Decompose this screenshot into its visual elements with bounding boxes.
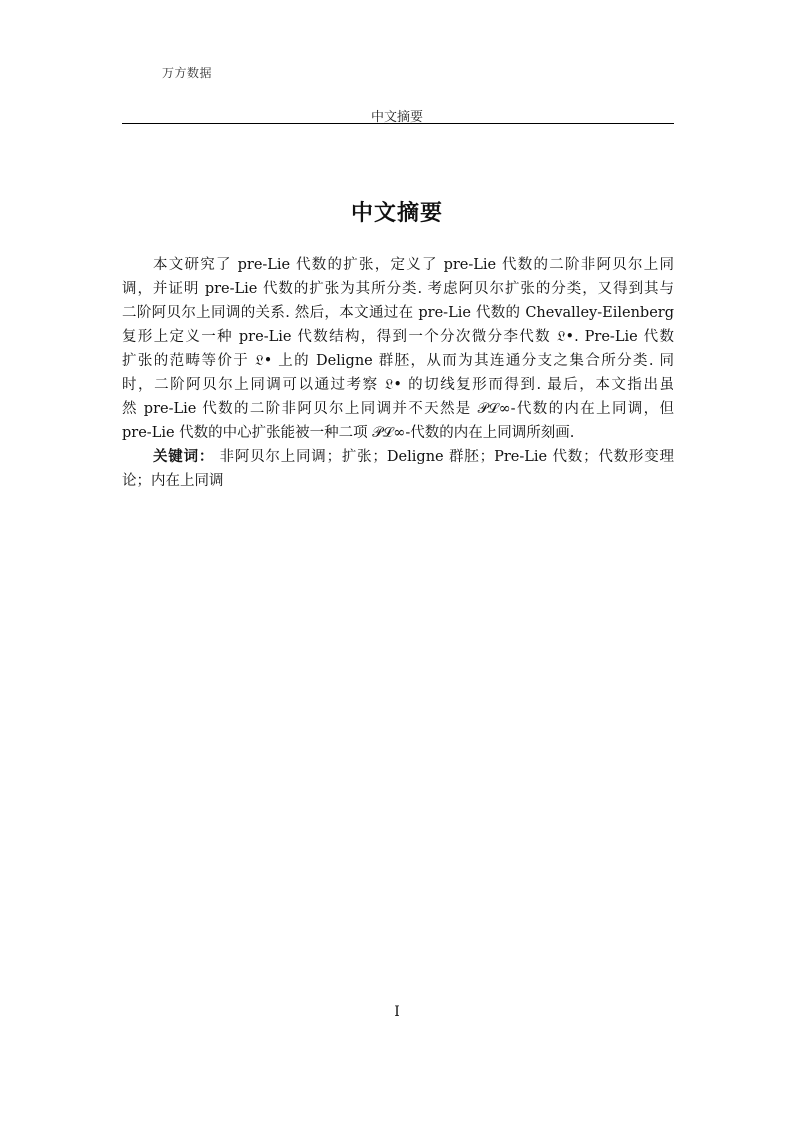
abstract-line: 然 pre-Lie 代数的二阶非阿贝尔上同调并不天然是 𝒫ℒ∞-代数的内在上同调，但 (122, 401, 674, 417)
running-header: 中文摘要 (370, 110, 423, 125)
header-rule (122, 123, 674, 124)
abstract-line: 扩张的范畴等价于 𝔏• 上的 Deligne 群胚，从而为其连通分支之集合所分类. 同 (122, 353, 674, 369)
abstract-body (122, 253, 674, 493)
page-number: I (394, 1004, 400, 1020)
keywords-line (122, 445, 674, 469)
keywords-label: 关键词： (153, 449, 215, 465)
abstract-line: 调，并证明 pre-Lie 代数的扩张为其所分类. 考虑阿贝尔扩张的分类，又得到其与 (122, 281, 674, 297)
abstract-line: 本文研究了 pre-Lie 代数的扩张，定义了 pre-Lie 代数的二阶非阿贝尔上同 (153, 257, 674, 273)
page-title: 中文摘要 (350, 201, 443, 226)
abstract-line: 二阶阿贝尔上同调的关系. 然后，本文通过在 pre-Lie 代数的 Chevalley-Eilenberg (122, 305, 674, 321)
abstract-line: 时，二阶阿贝尔上同调可以通过考察 𝔏• 的切线复形而得到. 最后，本文指出虽 (122, 377, 674, 393)
abstract-line: pre-Lie 代数的中心扩张能被一种二项 𝒫ℒ∞-代数的内在上同调所刻画. (122, 425, 575, 441)
watermark-text: 万方数据 (162, 66, 213, 80)
keywords-text: 非阿贝尔上同调；扩张；Deligne 群胚；Pre-Lie 代数；代数形变理 (214, 449, 675, 465)
abstract-line: 复形上定义一种 pre-Lie 代数结构，得到一个分次微分李代数 𝔏•. Pre-Lie 代数 (122, 329, 674, 345)
keywords-line-continued: 论；内在上同调 (122, 473, 224, 489)
